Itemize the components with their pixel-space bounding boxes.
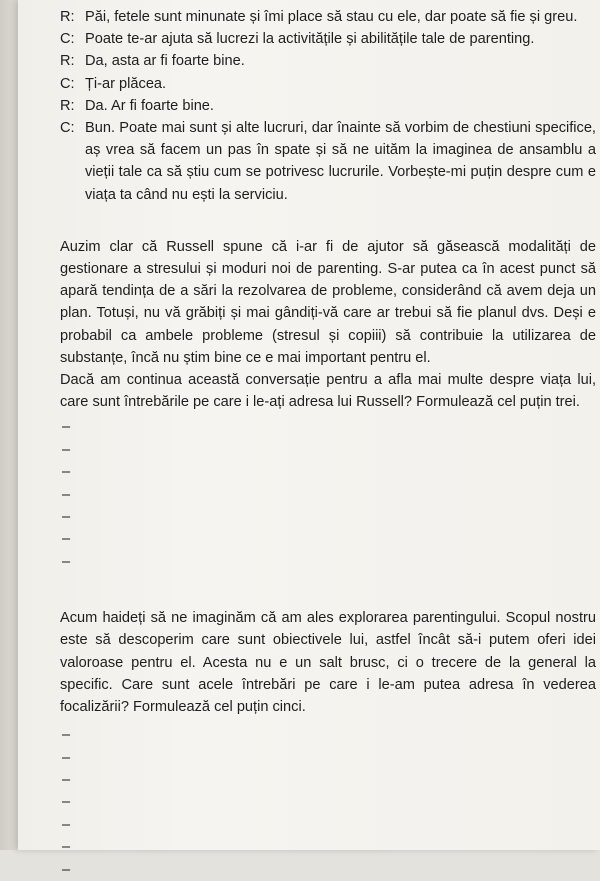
book-spine-edge [0,0,18,850]
speaker-label: R: [60,97,75,114]
paragraph: Dacă am continua această conversație pentru a afla mai multe despre viața lui, care sunt întrebările pe care i le-ați adresa lui Russell? Formulează cel puțin trei. [60,372,596,411]
answer-dash: – [62,839,71,856]
speaker-label: R: [60,53,75,70]
answer-lines [62,724,596,881]
paragraph: Auzim clar că Russell spune că i-ar fi de ajutor să găsească modalități de gestionare a stresului și moduri noi de parenting. S-ar putea ca în acest punct să apară tendința de a sări la rezolvarea de probleme, considerând că avem deja un plan. Totuși, nu vă grăbiți și mai gândiți-vă care ar trebui să fie planul dvs. Deși e probabil ca ambele probleme (stresul și copiii) să contribuie la utilizarea de substanțe, încă nu știm bine ce e mai important pentru el. [60,238,596,366]
dialogue-line [60,50,596,72]
dialogue [60,6,596,206]
answer-dash: – [62,419,71,436]
answer-dash: – [62,816,71,833]
dialogue-line [60,95,596,117]
utterance: Păi, fetele sunt minunate și îmi place să stau cu ele, dar poate să fie și greu. [85,9,578,25]
answer-dash: – [62,464,71,481]
dialogue-line [60,73,596,95]
speaker-label: C: [60,31,75,48]
answer-dash: – [62,509,71,526]
answer-dash: – [62,486,71,503]
speaker-label: R: [60,9,75,25]
utterance: Poate te-ar ajuta să lucrezi la activitățile și abilitățile tale de parenting. [85,31,535,48]
dialogue-line [60,117,596,206]
utterance: Da. Ar fi foarte bine. [85,97,214,114]
dialogue-line [60,6,596,28]
answer-lines [62,416,596,573]
speaker-label: C: [60,75,75,92]
answer-dash: – [62,771,71,788]
answer-dash: – [62,749,71,766]
answer-dash: – [62,531,71,548]
utterance: Ți-ar plăcea. [85,75,167,92]
answer-dash: – [62,441,71,458]
page-content [60,6,596,881]
answer-dash: – [62,727,71,744]
utterance: Bun. Poate mai sunt și alte lucruri, dar înainte să vorbim de chestiuni specifice, aș vrea să facem un pas în spate și să ne uităm la imaginea de ansamblu a vieții tale ca să știu cum se potrivesc lucrurile. Vorbește-mi puțin despre cum e viața ta când nu ești la serviciu. [85,120,596,203]
dialogue-line [60,28,596,50]
paragraph: Acum haideți să ne imaginăm că am ales explorarea parentingului. Scopul nostru este să descoperim care sunt obiectivele lui, astfel încât să-i putem oferi idei valoroase pentru el. Acesta nu e un salt brusc, ci o trecere de la general la specific. Care sunt acele întrebări pe care i le-am putea adresa în vederea focalizării? Formulează cel puțin cinci. [60,610,596,715]
utterance: Da, asta ar fi foarte bine. [85,53,245,70]
answer-dash: – [62,861,71,878]
answer-dash: – [62,794,71,811]
speaker-label: C: [60,120,75,137]
answer-dash: – [62,553,71,570]
